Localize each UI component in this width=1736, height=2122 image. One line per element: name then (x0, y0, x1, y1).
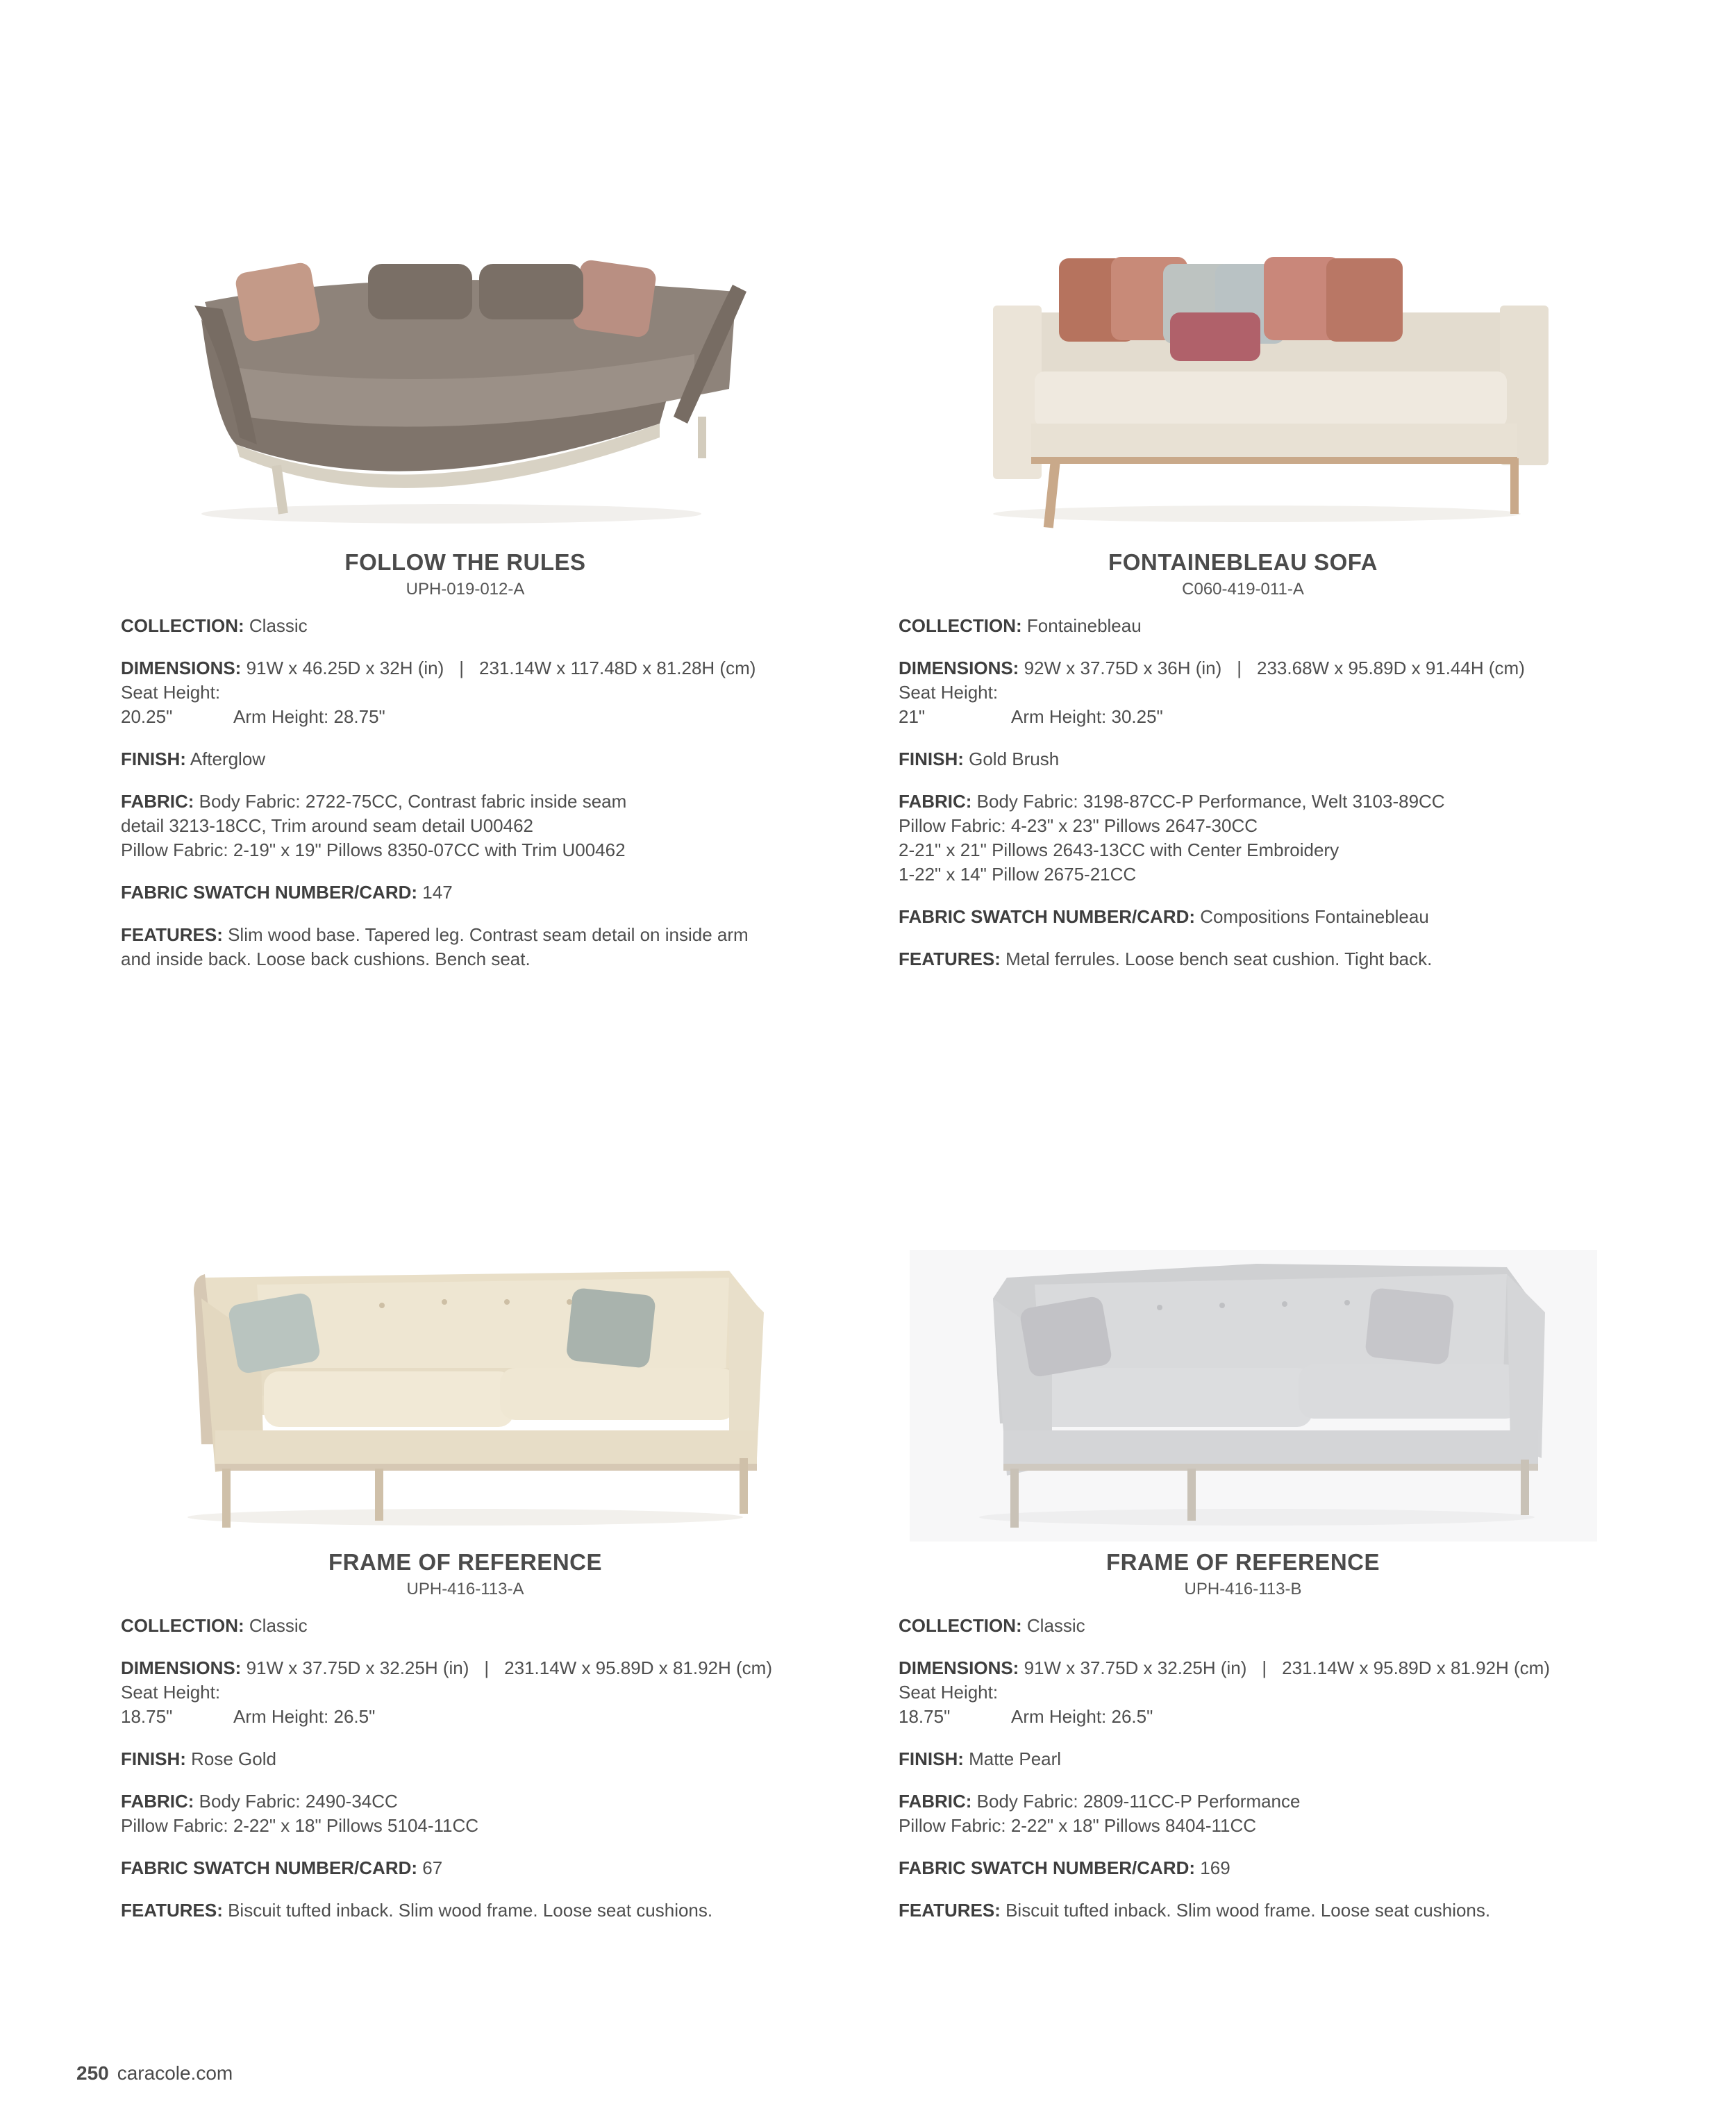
dimensions-row (121, 656, 864, 729)
swatch-label: FABRIC SWATCH NUMBER/CARD: (121, 882, 418, 903)
fabric-line: Body Fabric: 2809-11CC-P Performance (976, 1791, 1301, 1812)
collection-row (899, 614, 1642, 638)
product-sku: UPH-416-113-B (1184, 1580, 1302, 1598)
track-arm-sofa-image (896, 236, 1632, 542)
fabric-label: FABRIC: (899, 791, 972, 812)
swatch-row (121, 880, 864, 905)
dimensions-label: DIMENSIONS: (121, 658, 242, 678)
finish-label: FINISH: (121, 1748, 186, 1769)
features-label: FEATURES: (899, 1900, 1001, 1921)
product-title-block (118, 1548, 812, 1601)
product-sku: UPH-416-113-A (406, 1580, 524, 1598)
product-sku: UPH-019-012-A (406, 580, 525, 599)
dimensions-in: 91W x 37.75D x 32.25H (in) (246, 1657, 469, 1678)
dimensions-cm: 231.14W x 95.89D x 81.92H (cm) (504, 1657, 772, 1678)
seat-height: Seat Height: 20.25" (121, 682, 221, 727)
seat-height: Seat Height: 18.75" (899, 1682, 999, 1727)
finish-label: FINISH: (899, 1748, 964, 1769)
swatch-value: 147 (422, 882, 453, 903)
fabric-line: Body Fabric: 2490-34CC (199, 1791, 398, 1812)
finish-row (121, 747, 864, 771)
arm-height: Arm Height: 26.5" (1011, 1706, 1153, 1727)
collection-label: COLLECTION: (121, 1615, 244, 1636)
dimensions-in: 91W x 46.25D x 32H (in) (246, 658, 444, 678)
features-line: Metal ferrules. Loose bench seat cushion. Tight back. (1005, 949, 1433, 969)
arm-height: Arm Height: 28.75" (233, 706, 385, 727)
dimension-separator: | (1262, 1657, 1267, 1678)
page-footer (76, 2062, 233, 2085)
finish-value: Gold Brush (969, 749, 1060, 769)
curved-sofa-taupe-icon (118, 236, 854, 542)
swatch-row (899, 1856, 1642, 1880)
features-label: FEATURES: (121, 1900, 223, 1921)
swatch-label: FABRIC SWATCH NUMBER/CARD: (899, 906, 1196, 927)
finish-value: Afterglow (190, 749, 266, 769)
features-label: FEATURES: (899, 949, 1001, 969)
finish-row (899, 747, 1642, 771)
collection-value: Fontainebleau (1026, 615, 1142, 636)
features-line: and inside back. Loose back cushions. Bench seat. (121, 949, 531, 969)
product-name: FRAME OF REFERENCE (1105, 1549, 1380, 1575)
swatch-label: FABRIC SWATCH NUMBER/CARD: (899, 1857, 1196, 1878)
fabric-label: FABRIC: (121, 1791, 194, 1812)
product-title-block (896, 549, 1590, 601)
dimensions-cm: 233.68W x 95.89D x 91.44H (cm) (1257, 658, 1525, 678)
dimension-separator: | (1237, 658, 1242, 678)
fabric-line: 2-21" x 21" Pillows 2643-13CC with Center Embroidery (899, 839, 1339, 860)
product-specs (899, 614, 1642, 989)
fabric-line: Pillow Fabric: 2-22" x 18" Pillows 5104-11CC (121, 1815, 479, 1836)
fabric-line: Pillow Fabric: 2-19" x 19" Pillows 8350-07CC with Trim U00462 (121, 839, 626, 860)
dimensions-row (899, 1656, 1642, 1729)
product-name: FRAME OF REFERENCE (328, 1549, 602, 1575)
features-row (121, 1898, 864, 1923)
dimension-separator: | (484, 1657, 490, 1678)
features-line: Slim wood base. Tapered leg. Contrast seam detail on inside arm (228, 924, 749, 945)
framed-sofa-image (896, 1236, 1632, 1542)
product-title-block (896, 1548, 1590, 1601)
product-specs (121, 614, 864, 989)
seat-height: Seat Height: 18.75" (121, 1682, 221, 1727)
fabric-line: 1-22" x 14" Pillow 2675-21CC (899, 864, 1137, 885)
fabric-line: detail 3213-18CC, Trim around seam detail U00462 (121, 815, 534, 836)
finish-label: FINISH: (121, 749, 186, 769)
dimensions-in: 91W x 37.75D x 32.25H (in) (1024, 1657, 1247, 1678)
finish-value: Matte Pearl (969, 1748, 1062, 1769)
swatch-row (121, 1856, 864, 1880)
fabric-row (121, 1789, 864, 1838)
features-row (899, 947, 1642, 971)
fabric-line: Body Fabric: 3198-87CC-P Performance, Welt 3103-89CC (976, 791, 1445, 812)
dimensions-row (899, 656, 1642, 729)
fabric-row (121, 790, 864, 862)
finish-value: Rose Gold (191, 1748, 276, 1769)
finish-row (899, 1747, 1642, 1771)
dimensions-cm: 231.14W x 95.89D x 81.92H (cm) (1282, 1657, 1550, 1678)
features-label: FEATURES: (121, 924, 223, 945)
product-name: FOLLOW THE RULES (344, 549, 586, 575)
curved-sofa-image (118, 236, 854, 542)
collection-label: COLLECTION: (899, 615, 1022, 636)
dimensions-in: 92W x 37.75D x 36H (in) (1024, 658, 1222, 678)
product-title-block (118, 549, 812, 601)
arm-height: Arm Height: 30.25" (1011, 706, 1163, 727)
finish-label: FINISH: (899, 749, 964, 769)
product-specs (899, 1614, 1642, 1941)
dimension-separator: | (459, 658, 465, 678)
arm-height: Arm Height: 26.5" (233, 1706, 376, 1727)
fabric-line: Pillow Fabric: 2-22" x 18" Pillows 8404-11CC (899, 1815, 1257, 1836)
fabric-line: Body Fabric: 2722-75CC, Contrast fabric inside seam (199, 791, 627, 812)
collection-value: Classic (1026, 1615, 1085, 1636)
swatch-value: 169 (1200, 1857, 1230, 1878)
seat-height: Seat Height: 21" (899, 682, 999, 727)
framed-sofa-image (118, 1236, 854, 1542)
collection-row (899, 1614, 1642, 1638)
features-line: Biscuit tufted inback. Slim wood frame. Loose seat cushions. (228, 1900, 713, 1921)
features-row (121, 923, 864, 971)
collection-label: COLLECTION: (899, 1615, 1022, 1636)
collection-value: Classic (249, 1615, 308, 1636)
product-specs (121, 1614, 864, 1941)
dimensions-label: DIMENSIONS: (899, 658, 1019, 678)
framed-sofa-grey-icon (896, 1236, 1632, 1542)
dimensions-label: DIMENSIONS: (121, 1657, 242, 1678)
track-arm-sofa-cream-icon (896, 236, 1632, 542)
collection-value: Classic (249, 615, 308, 636)
fabric-row (899, 1789, 1642, 1838)
features-row (899, 1898, 1642, 1923)
swatch-value: 67 (422, 1857, 443, 1878)
features-line: Biscuit tufted inback. Slim wood frame. Loose seat cushions. (1005, 1900, 1491, 1921)
swatch-label: FABRIC SWATCH NUMBER/CARD: (121, 1857, 418, 1878)
finish-row (121, 1747, 864, 1771)
page-number: 250 (76, 2062, 109, 2084)
collection-label: COLLECTION: (121, 615, 244, 636)
fabric-row (899, 790, 1642, 887)
framed-sofa-ivory-icon (118, 1236, 854, 1542)
site-link[interactable]: caracole.com (117, 2062, 233, 2084)
fabric-label: FABRIC: (899, 1791, 972, 1812)
fabric-line: Pillow Fabric: 4-23" x 23" Pillows 2647-30CC (899, 815, 1258, 836)
fabric-label: FABRIC: (121, 791, 194, 812)
swatch-row (899, 905, 1642, 929)
collection-row (121, 614, 864, 638)
dimensions-cm: 231.14W x 117.48D x 81.28H (cm) (479, 658, 756, 678)
product-name: FONTAINEBLEAU SOFA (1108, 549, 1378, 575)
dimensions-row (121, 1656, 864, 1729)
swatch-value: Compositions Fontainebleau (1200, 906, 1429, 927)
product-sku: C060-419-011-A (1182, 580, 1304, 599)
dimensions-label: DIMENSIONS: (899, 1657, 1019, 1678)
collection-row (121, 1614, 864, 1638)
